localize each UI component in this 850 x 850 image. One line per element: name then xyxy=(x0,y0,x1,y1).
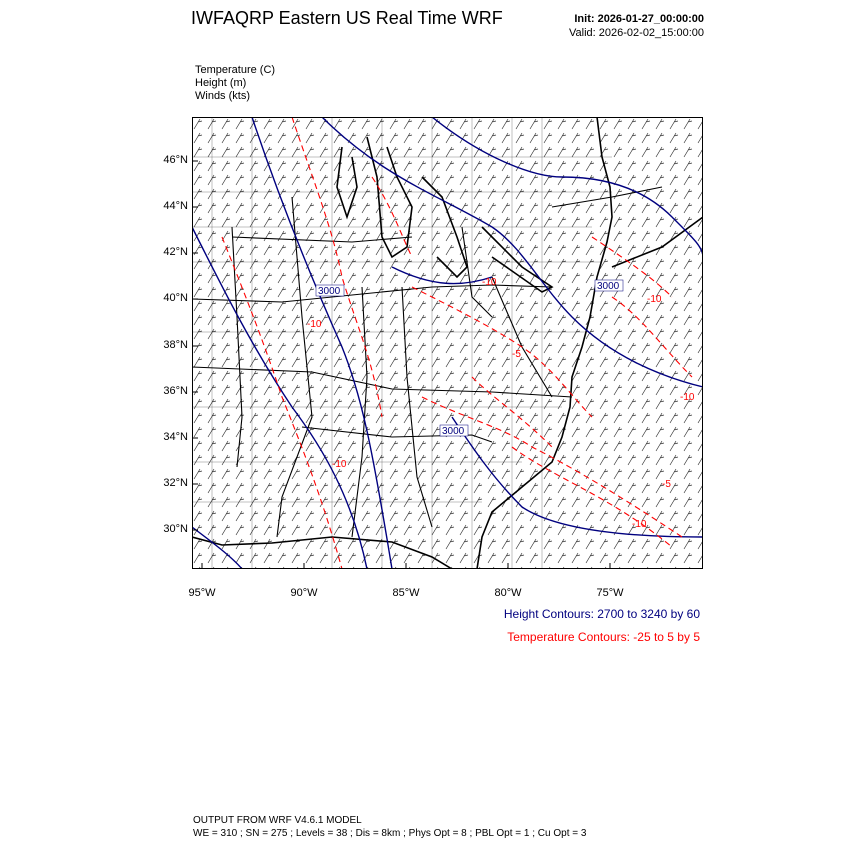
lon-label: 80°W xyxy=(494,587,522,599)
lon-label: 85°W xyxy=(392,587,420,599)
lat-label: 40°N xyxy=(163,292,188,304)
field-height: Height (m) xyxy=(195,77,247,89)
height-label: 3000 xyxy=(597,281,620,292)
field-temperature: Temperature (C) xyxy=(195,64,276,76)
temperature-label: -10 xyxy=(680,392,695,403)
lat-label: 46°N xyxy=(163,154,188,166)
temperature-label: -5 xyxy=(512,349,521,360)
valid-time: Valid: 2026-02-02_15:00:00 xyxy=(569,27,704,39)
model-footer: OUTPUT FROM WRF V4.6.1 MODEL xyxy=(193,815,362,826)
temperature-label: -5 xyxy=(662,479,671,490)
lat-label: 42°N xyxy=(163,246,188,258)
model-settings: WE = 310 ; SN = 275 ; Levels = 38 ; Dis = 8km ; Phys Opt = 8 ; PBL Opt = 1 ; Cu Opt = 3 xyxy=(193,828,587,839)
lat-label: 34°N xyxy=(163,431,188,443)
lat-label: 38°N xyxy=(163,339,188,351)
wind-barbs xyxy=(192,117,703,569)
height-label: 3000 xyxy=(318,286,341,297)
temperature-label: -10 xyxy=(632,519,647,530)
temperature-label: -10 xyxy=(307,319,322,330)
lat-label: 44°N xyxy=(163,200,188,212)
init-time: Init: 2026-01-27_00:00:00 xyxy=(574,13,704,25)
lat-label: 30°N xyxy=(163,523,188,535)
lat-label: 36°N xyxy=(163,385,188,397)
map-panel xyxy=(192,117,703,569)
lon-label: 90°W xyxy=(290,587,318,599)
temperature-label: -10 xyxy=(647,294,662,305)
lon-label: 95°W xyxy=(188,587,216,599)
temperature-label: -10 xyxy=(332,459,347,470)
lat-label: 32°N xyxy=(163,477,188,489)
temperature-label: -10 xyxy=(482,277,497,288)
plot-title: IWFAQRP Eastern US Real Time WRF xyxy=(191,8,503,28)
height-legend: Height Contours: 2700 to 3240 by 60 xyxy=(503,607,700,621)
lon-label: 75°W xyxy=(596,587,624,599)
height-label: 3000 xyxy=(442,426,465,437)
temperature-legend: Temperature Contours: -25 to 5 by 5 xyxy=(507,630,700,644)
field-winds: Winds (kts) xyxy=(195,90,250,102)
